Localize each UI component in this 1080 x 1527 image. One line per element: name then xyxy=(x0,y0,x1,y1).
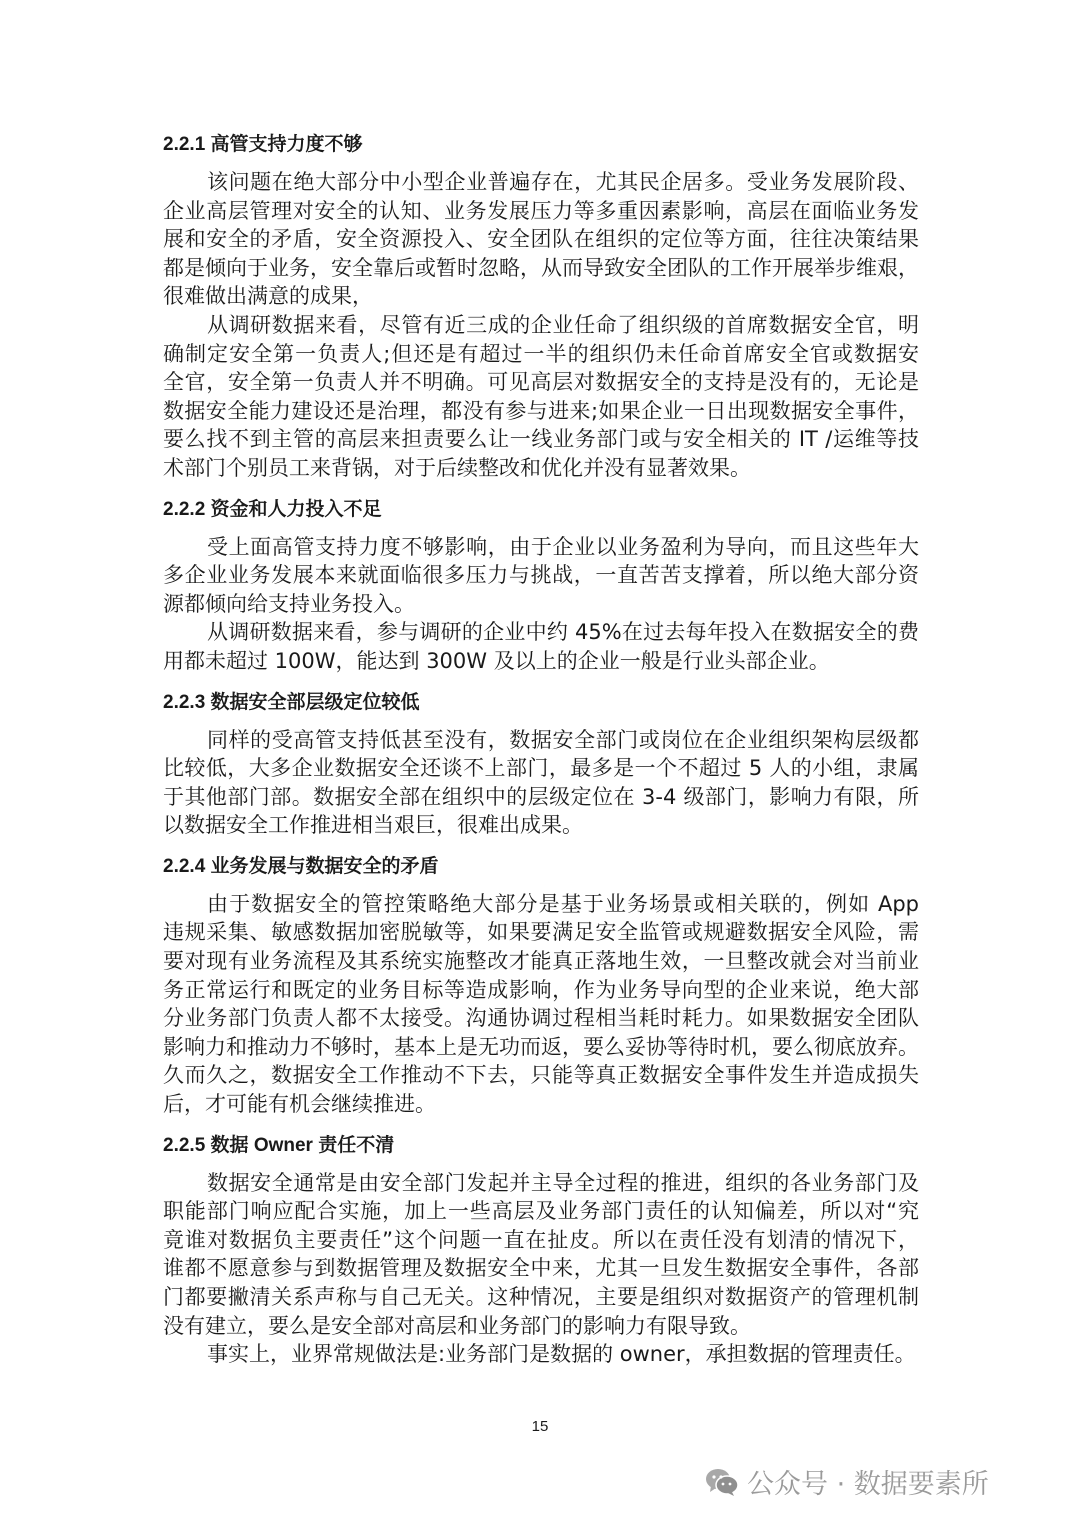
text-line: 从调研数据来看，参与调研的企业中约 45%在过去每年投入在数据安全的费 xyxy=(207,620,919,645)
text-line: 谁都不愿意参与到数据管理及数据安全中来，尤其一旦发生数据安全事件，各部 xyxy=(163,1256,919,1281)
text-line: 源都倾向给支持业务投入。 xyxy=(163,591,415,616)
text-line: 要么找不到主管的高层来担责要么让一线业务部门或与安全相关的 IT /运维等技 xyxy=(163,427,919,452)
section xyxy=(163,1129,919,1369)
paragraph xyxy=(163,890,919,1119)
wechat-icon xyxy=(705,1467,739,1497)
text-line: 事实上，业界常规做法是:业务部门是数据的 owner，承担数据的管理责任。 xyxy=(207,1342,916,1367)
text-line: 务正常运行和既定的业务目标等造成影响，作为业务导向型的企业来说，绝大部 xyxy=(163,977,919,1002)
text-line: 由于数据安全的管控策略绝大部分是基于业务场景或相关联的，例如 App xyxy=(207,891,919,916)
section-heading: 2.2.3 数据安全部层级定位较低 xyxy=(163,691,420,713)
text-line: 影响力和推动力不够时，基本上是无功而返，要么妥协等待时机，要么彻底放弃。 xyxy=(163,1034,919,1059)
text-line: 术部门个别员工来背锅，对于后续整改和优化并没有显著效果。 xyxy=(163,455,751,480)
text-line: 要对现有业务流程及其系统实施整改才能真正落地生效，一旦整改就会对当前业 xyxy=(163,949,919,974)
watermark xyxy=(705,1462,989,1501)
section xyxy=(163,128,919,483)
text-line: 确制定安全第一负责人;但还是有超过一半的组织仍未任命首席安全官或数据安 xyxy=(163,341,919,366)
text-line: 职能部门响应配合实施，加上一些高层及业务部门责任的认知偏差，所以对“究 xyxy=(163,1199,919,1224)
text-line: 全官，安全第一负责人并不明确。可见高层对数据安全的支持是没有的，无论是 xyxy=(163,370,919,395)
text-line: 从调研数据来看，尽管有近三成的企业任命了组织级的首席数据安全官，明 xyxy=(207,312,919,337)
text-line: 企业高层管理对安全的认知、业务发展压力等多重因素影响，高层在面临业务发 xyxy=(163,198,919,223)
paragraph xyxy=(163,726,919,840)
paragraph xyxy=(163,1169,919,1341)
text-line: 比较低，大多企业数据安全还谈不上部门，最多是一个不超过 5 人的小组，隶属 xyxy=(163,756,919,781)
paragraph xyxy=(163,618,919,675)
section-heading: 2.2.1 高管支持力度不够 xyxy=(163,134,363,155)
text-line: 同样的受高管支持低甚至没有，数据安全部门或岗位在企业组织架构层级都 xyxy=(207,727,919,752)
text-line: 受上面高管支持力度不够影响，由于企业以业务盈利为导向，而且这些年大 xyxy=(207,534,919,559)
text-line: 数据安全通常是由安全部门发起并主导全过程的推进，组织的各业务部门及 xyxy=(207,1170,919,1195)
text-line: 很难做出满意的成果， xyxy=(163,284,373,309)
section-heading: 2.2.2 资金和人力投入不足 xyxy=(163,498,382,520)
text-line: 竟谁对数据负主要责任”这个问题一直在扯皮。所以在责任没有划清的情况下， xyxy=(163,1227,919,1252)
text-line: 门都要撇清关系声称与自己无关。这种情况，主要是组织对数据资产的管理机制 xyxy=(163,1285,919,1309)
section xyxy=(163,686,919,840)
section xyxy=(163,493,919,676)
watermark-text: 公众号 · 数据要素所 xyxy=(747,1469,989,1500)
document-body xyxy=(163,128,919,1379)
paragraph xyxy=(163,533,919,619)
paragraph xyxy=(163,311,919,483)
text-line: 后，才可能有机会继续推进。 xyxy=(163,1092,436,1117)
text-line: 以数据安全工作推进相当艰巨，很难出成果。 xyxy=(163,813,583,838)
text-line: 于其他部门部。数据安全部在组织中的层级定位在 3-4 级部门，影响力有限，所 xyxy=(163,784,919,809)
text-line: 展和安全的矛盾，安全资源投入、安全团队在组织的定位等方面，往往决策结果 xyxy=(163,227,919,252)
section-heading: 2.2.5 数据 Owner 责任不清 xyxy=(163,1134,395,1156)
text-line: 都是倾向于业务，安全靠后或暂时忽略，从而导致安全团队的工作开展举步维艰， xyxy=(163,255,919,280)
text-line: 违规采集、敏感数据加密脱敏等，如果要满足安全监管或规避数据安全风险，需 xyxy=(163,920,919,945)
paragraph xyxy=(163,1340,919,1369)
page-number: 15 xyxy=(531,1418,549,1435)
text-line: 数据安全能力建设还是治理，都没有参与进来;如果企业一日出现数据安全事件， xyxy=(163,398,919,423)
text-line: 没有建立，要么是安全部对高层和业务部门的影响力有限导致。 xyxy=(163,1313,751,1338)
section xyxy=(163,850,919,1119)
text-line: 分业务部门负责人都不太接受。沟通协调过程相当耗时耗力。如果数据安全团队 xyxy=(163,1006,919,1031)
text-line: 该问题在绝大部分中小型企业普遍存在，尤其民企居多。受业务发展阶段、 xyxy=(207,170,919,194)
text-line: 多企业业务发展本来就面临很多压力与挑战，一直苦苦支撑着，所以绝大部分资 xyxy=(163,563,919,588)
text-line: 用都未超过 100W，能达到 300W 及以上的企业一般是行业头部企业。 xyxy=(163,648,830,673)
text-line: 久而久之，数据安全工作推动不下去，只能等真正数据安全事件发生并造成损失 xyxy=(163,1063,919,1088)
section-heading: 2.2.4 业务发展与数据安全的矛盾 xyxy=(163,855,439,877)
paragraph xyxy=(163,168,919,311)
